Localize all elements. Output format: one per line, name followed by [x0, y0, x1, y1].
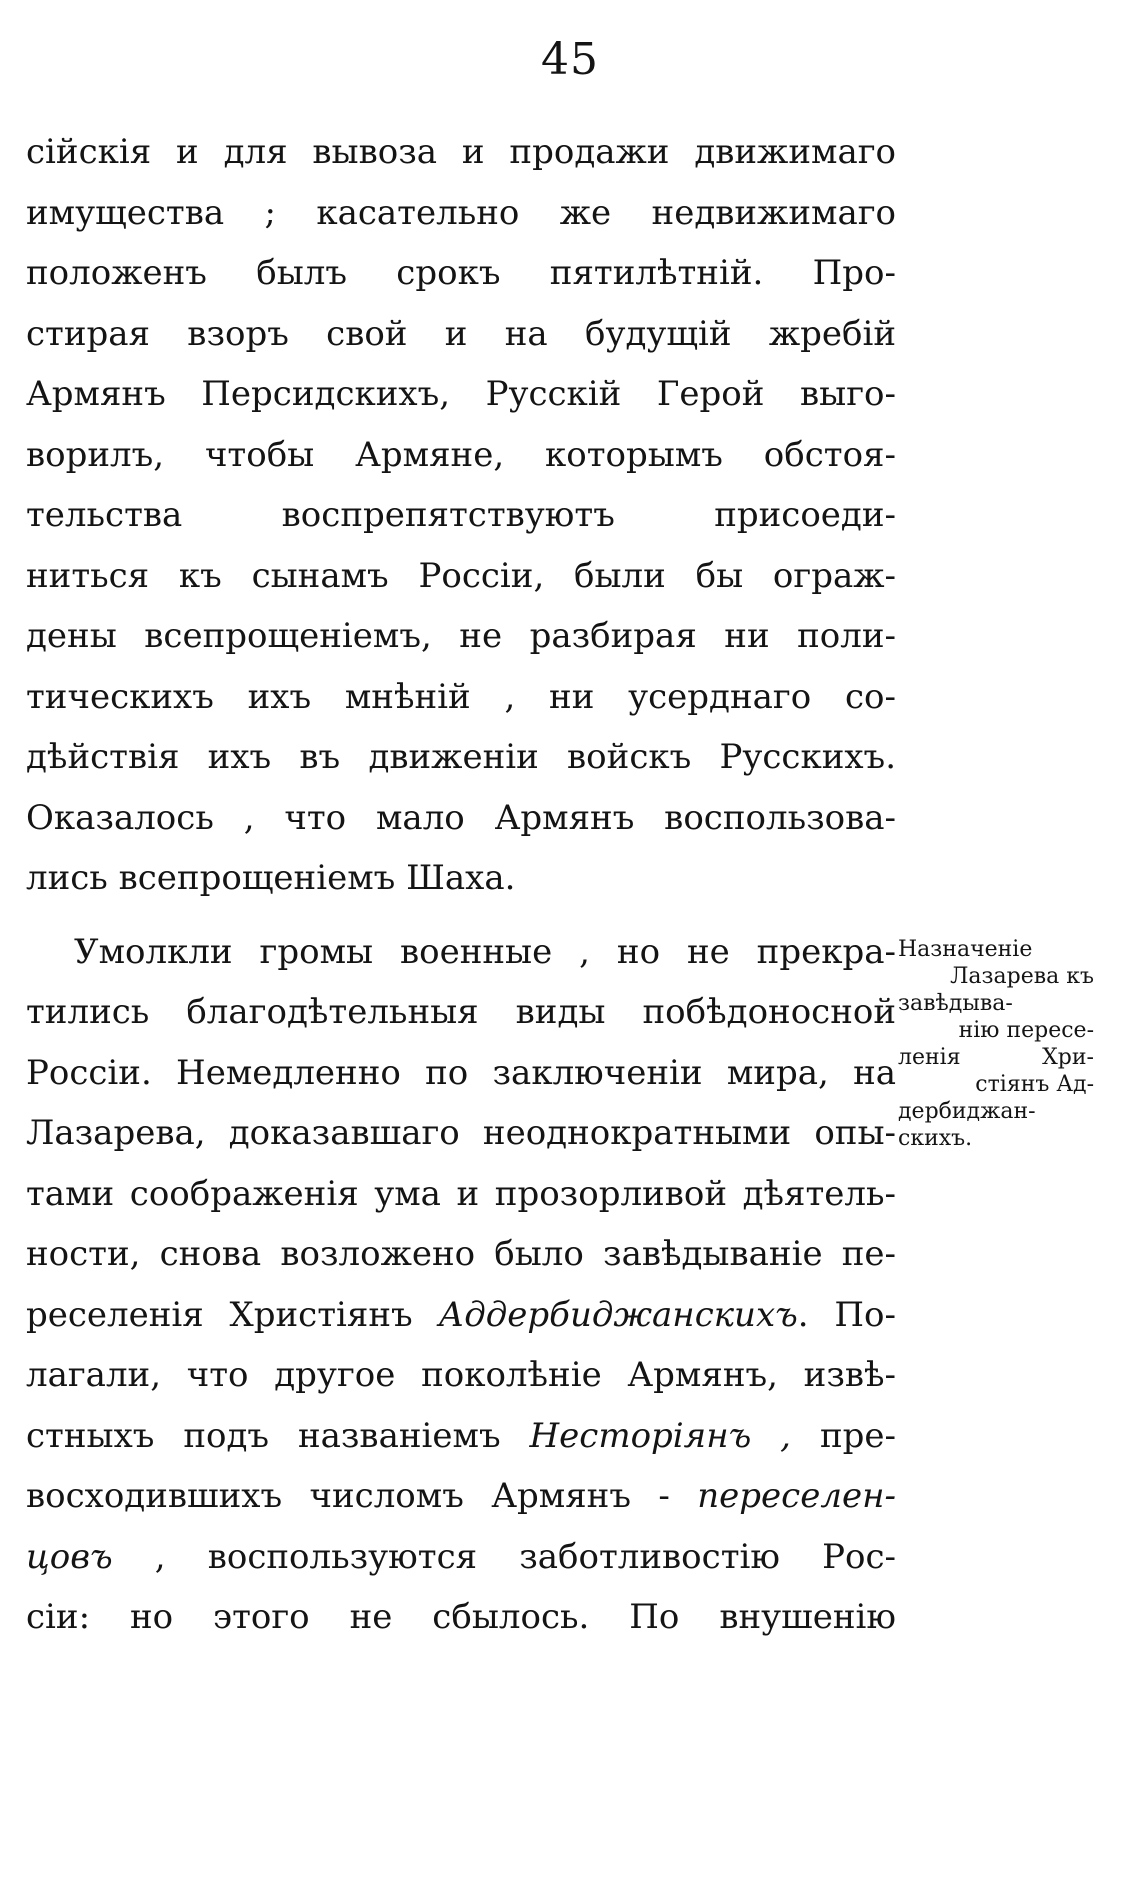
text-line [26, 1406, 896, 1467]
text-line: тились благодѣтельныя виды побѣдоносной [26, 992, 896, 1032]
text-line: тическихъ ихъ мнѣній , ни усерднаго со- [26, 676, 896, 717]
text-line: сійскія и для вывоза и продажи движимаго [26, 132, 896, 172]
text-line: лись всепрощеніемъ Шаха. [26, 858, 516, 898]
margin-note-line: завѣдыва- [898, 991, 1013, 1016]
text-segment: реселенія Христіянъ [26, 1294, 413, 1335]
text-line: ности, снова возложено было завѣдываніе пе- [26, 1234, 896, 1274]
page-number: 45 [541, 34, 599, 85]
margin-note-line: стіянъ Ад- [975, 1072, 1094, 1097]
italic-term: Несторіянъ , [529, 1415, 791, 1456]
margin-note-line: дербиджан- [898, 1099, 1036, 1124]
text-line: тельства воспрепятствуютъ присоеди- [26, 495, 896, 535]
margin-note-line: Назначеніе [898, 937, 1033, 962]
text-line: Умолкли громы военные , но не прекра- [74, 931, 896, 972]
text-segment: , воспользуются заботливостію Рос- [154, 1536, 896, 1577]
text-line: Оказалось , что мало Армянъ воспользова- [26, 797, 896, 838]
text-line: тами соображенія ума и прозорливой дѣятель- [26, 1173, 896, 1214]
text-line: лагали, что другое поколѣніе Армянъ, извѣ- [26, 1355, 896, 1395]
text-line [26, 1285, 896, 1346]
margin-note-line: ленія Хри- [898, 1045, 1094, 1070]
text-segment: восходившихъ числомъ Армянъ - [26, 1476, 670, 1516]
text-line [26, 1527, 896, 1588]
margin-note-line: Лазарева къ [950, 964, 1094, 989]
text-line: стирая взоръ свой и на будущій жребій [26, 313, 896, 354]
text-line: положенъ былъ срокъ пятилѣтній. Про- [26, 253, 896, 293]
text-line: Россіи. Немедленно по заключеніи мира, на [26, 1052, 896, 1093]
text-line: Армянъ Персидскихъ, Русскій Герой выго- [26, 374, 896, 414]
text-line: дѣйствія ихъ въ движеніи войскъ Русскихъ. [26, 737, 896, 777]
text-line: имущества ; касательно же недвижимаго [26, 192, 896, 233]
text-segment: стныхъ подъ названіемъ [26, 1415, 501, 1456]
margin-note [898, 936, 1094, 1152]
italic-term: переселен- [697, 1476, 896, 1516]
text-segment: . По- [797, 1294, 896, 1335]
text-line: ниться къ сынамъ Россіи, были бы ограж- [26, 555, 896, 596]
text-segment: пре- [819, 1415, 896, 1456]
text-line [26, 1466, 896, 1527]
italic-term: цовъ [26, 1536, 113, 1577]
paragraph-gap [26, 909, 896, 922]
text-line: ворилъ, чтобы Армяне, которымъ обстоя- [26, 434, 896, 475]
main-text [26, 122, 896, 1648]
text-line: сіи: но этого не сбылось. По внушенію [26, 1597, 896, 1637]
margin-note-line: нію пересе- [958, 1018, 1094, 1043]
italic-term: Аддербиджанскихъ [438, 1294, 798, 1335]
margin-note-line: скихъ. [898, 1126, 973, 1151]
text-line: дены всепрощеніемъ, не разбирая ни поли- [26, 616, 896, 656]
text-line: Лазарева, доказавшаго неоднократными опы- [26, 1113, 896, 1153]
